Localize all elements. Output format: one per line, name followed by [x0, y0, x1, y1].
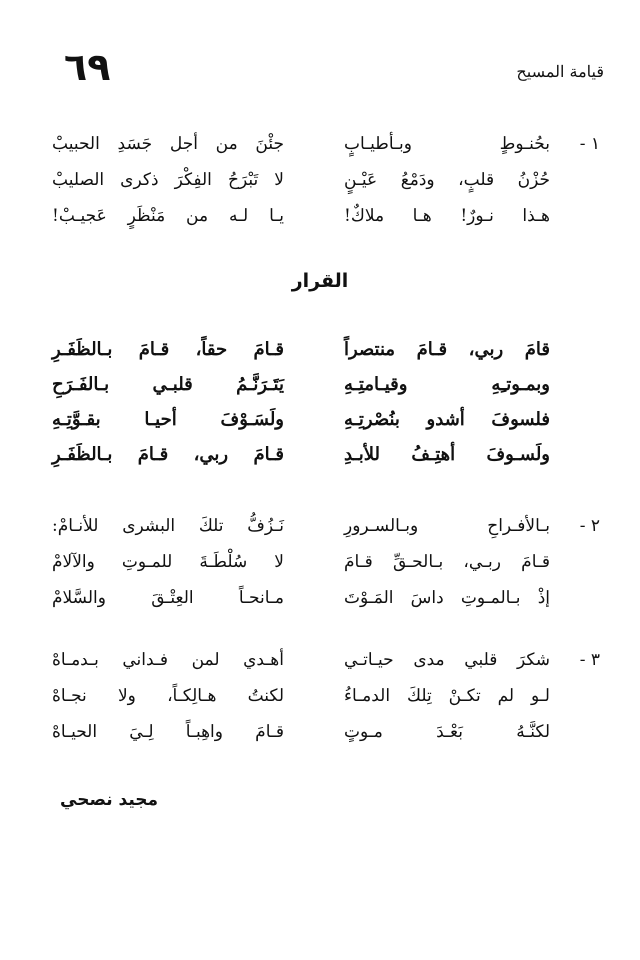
second-hemistich: يـا لـه من مَنْظَرٍ عَجيـبْ!	[52, 206, 284, 226]
first-hemistich: قامَ ربي، قـامَ منتصراً	[344, 339, 550, 360]
verse-line	[52, 128, 600, 164]
second-hemistich: جئْنَ من أجل جَسَدِ الحبيبْ	[52, 134, 284, 154]
second-hemistich: لكنتُ هـالِكـاً، ولا نجـاهْ	[52, 686, 284, 706]
verse-line	[52, 334, 600, 369]
second-hemistich: لا سُلْطَـةَ للمـوتِ والآلامْ	[52, 552, 284, 572]
first-hemistich: لـو لم تكـنْ تِلكَ الدمـاءُ	[344, 686, 550, 706]
first-hemistich: إذْ بـالمـوتِ داسَ المَـوْتَ	[344, 588, 550, 608]
verse-line	[52, 582, 600, 618]
verse-line	[52, 680, 600, 716]
running-header: قيامة المسيح	[516, 62, 604, 81]
first-hemistich: وبمـوتـِهِ وقيـامتِـهِ	[344, 374, 550, 395]
verse-line	[52, 510, 600, 546]
second-hemistich: أهـدي لمن فـداني بـدمـاهْ	[52, 650, 284, 670]
stanza-2	[52, 510, 600, 618]
second-hemistich: قـامَ واهِبـاً لِـيَ الحيـاهْ	[52, 722, 284, 742]
first-hemistich: ولَسـوفَ أهتِـفُ للأبـدِ	[344, 444, 550, 465]
second-hemistich: قـامَ ربي، قـامَ بـالظَفَـرِ	[52, 444, 284, 465]
first-hemistich: بـالأفـراحِ وبـالسـرورِ	[344, 516, 550, 536]
second-hemistich: قـامَ حقاً، قـامَ بـالظَفَـرِ	[52, 339, 284, 360]
verse-line	[52, 644, 600, 680]
verse-number: ٢ -	[579, 516, 600, 536]
verse-line	[52, 200, 600, 236]
first-hemistich: شكرَ قلبي مدى حيـاتـي	[344, 650, 550, 670]
verse-line	[52, 716, 600, 752]
second-hemistich: لا تَبْرَحُ الفِكْرَ ذكرى الصليبْ	[52, 170, 284, 190]
first-hemistich: هـذا نـورٌ! هـا ملاكٌ!	[344, 206, 550, 226]
first-hemistich: حُزْنُ قلبٍ، ودَمْعُ عَيْـنٍ	[344, 170, 550, 190]
refrain-title: القرار	[291, 270, 349, 292]
page-number: ٦٩	[64, 45, 111, 89]
verse-line	[52, 404, 600, 439]
second-hemistich: نَـزُفُّ تلكَ البشرى للأنـامْ:	[52, 516, 284, 536]
first-hemistich: قـامَ ربـي، بـالحـقِّ قـامَ	[344, 552, 550, 572]
verse-line	[52, 439, 600, 474]
stanza-1	[52, 128, 600, 236]
refrain	[52, 334, 600, 474]
verse-number: ٣ -	[579, 650, 600, 670]
second-hemistich: ولَسَـوْفَ أحيـا بقـوَّتِـهِ	[52, 409, 284, 430]
author-name: مجيد نصحي	[60, 790, 159, 810]
first-hemistich: لكنَّـهُ بَعْـدَ مـوتٍ	[344, 722, 550, 742]
second-hemistich: يَتَـرَنَّـمُ قلبـي بـالفَـرَحِ	[52, 374, 284, 395]
verse-number: ١ -	[579, 134, 600, 154]
stanza-3	[52, 644, 600, 752]
first-hemistich: بحُنـوطٍ وبـأطيـابٍ	[344, 134, 550, 154]
verse-line	[52, 546, 600, 582]
verse-line	[52, 164, 600, 200]
verse-line	[52, 369, 600, 404]
second-hemistich: مـانحـاً العِتْـقَ والسَّلامْ	[52, 588, 284, 608]
first-hemistich: فلسوفَ أشدو بنُصْرتِـهِ	[344, 409, 550, 430]
